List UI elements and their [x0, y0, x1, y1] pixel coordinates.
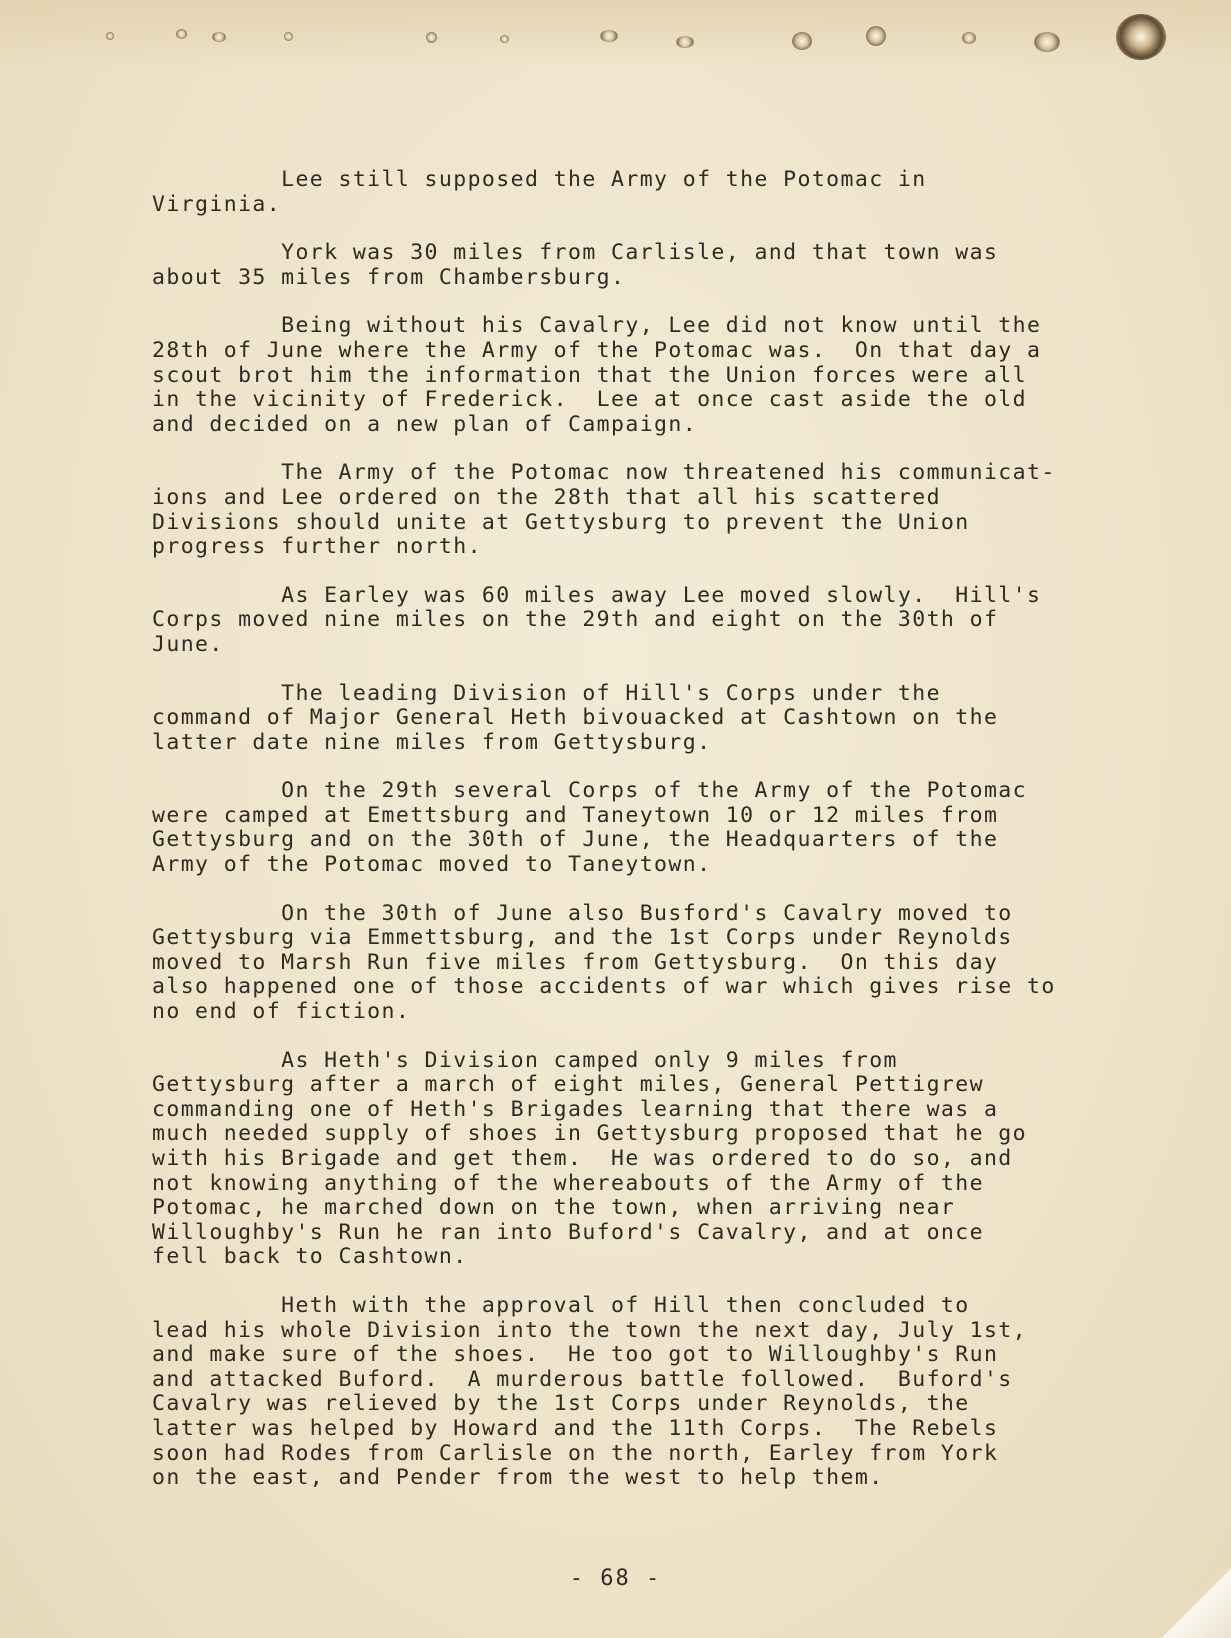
text-line: lead his whole Division into the town the next day, July 1st, [152, 1317, 1027, 1343]
text-line: commanding one of Heth's Brigades learning that there was a [152, 1096, 999, 1122]
page-corner-curl [1161, 1568, 1231, 1638]
text-line: with his Brigade and get them. He was ordered to do so, and [152, 1146, 1013, 1171]
punch-hole [176, 29, 187, 39]
paragraph [152, 461, 1112, 559]
text-line: and attacked Buford. A murderous battle followed. Buford's [152, 1366, 1013, 1392]
paragraph [152, 168, 1112, 217]
text-line: much needed supply of shoes in Gettysburg proposed that he go [152, 1121, 1027, 1147]
text-line: moved to Marsh Run five miles from Gettysburg. On this day [152, 949, 999, 975]
text-line: Army of the Potomac moved to Taneytown. [152, 852, 712, 878]
punch-hole [500, 35, 509, 43]
text-line: Potomac, he marched down on the town, when arriving near [152, 1195, 956, 1221]
text-line: command of Major General Heth bivouacked at Cashtown on the [152, 705, 999, 731]
paragraph [152, 314, 1112, 437]
text-line: fell back to Cashtown. [152, 1244, 468, 1270]
punch-hole [792, 32, 812, 50]
punch-hole [1034, 32, 1060, 52]
text-line: Cavalry was relieved by the 1st Corps under Reynolds, the [152, 1391, 970, 1417]
text-line: Gettysburg and on the 30th of June, the Headquarters of the [152, 827, 999, 853]
text-line: scout brot him the information that the Union forces were all [152, 362, 1027, 388]
text-line: ions and Lee ordered on the 28th that all his scattered [152, 484, 941, 510]
punch-hole [866, 26, 886, 46]
text-line: On the 29th several Corps of the Army of the Potomac [152, 778, 1027, 804]
text-line: Gettysburg via Emmettsburg, and the 1st Corps under Reynolds [152, 925, 1013, 951]
text-line: As Heth's Division camped only 9 miles from [152, 1047, 898, 1073]
punch-hole [1116, 14, 1166, 60]
text-line: Gettysburg after a march of eight miles, General Pettigrew [152, 1072, 984, 1098]
text-line: The leading Division of Hill's Corps under the [152, 680, 941, 706]
text-line: on the east, and Pender from the west to help them. [152, 1465, 884, 1491]
paragraph [152, 584, 1112, 658]
text-line: York was 30 miles from Carlisle, and that town was [152, 240, 999, 266]
text-line: June. [152, 631, 224, 657]
text-line: progress further north. [152, 534, 482, 560]
paragraph [152, 902, 1112, 1025]
text-line: latter date nine miles from Gettysburg. [152, 729, 712, 755]
punch-hole [106, 32, 114, 40]
text-line: were camped at Emettsburg and Taneytown 10 or 12 miles from [152, 802, 999, 828]
text-line: Corps moved nine miles on the 29th and eight on the 30th of [152, 607, 999, 633]
paragraph [152, 1049, 1112, 1270]
page-number: - 68 - [569, 1566, 662, 1591]
text-line: The Army of the Potomac now threatened his communicat- [152, 460, 1056, 486]
text-line: Lee still supposed the Army of the Potomac in [152, 167, 927, 192]
text-line: As Earley was 60 miles away Lee moved slowly. Hill's [152, 582, 1042, 608]
text-line: also happened one of those accidents of war which gives rise to [152, 974, 1056, 1000]
text-line: no end of fiction. [152, 999, 411, 1025]
punch-hole [600, 30, 618, 42]
text-line: and decided on a new plan of Campaign. [152, 411, 698, 437]
text-line: 28th of June where the Army of the Potomac was. On that day a [152, 337, 1042, 363]
text-line: Heth with the approval of Hill then concluded to [152, 1292, 970, 1318]
paragraph [152, 682, 1112, 756]
text-line: soon had Rodes from Carlisle on the north, Earley from York [152, 1440, 999, 1466]
paragraph [152, 779, 1112, 877]
punch-hole [962, 32, 976, 44]
text-line: in the vicinity of Frederick. Lee at once cast aside the old [152, 387, 1027, 413]
paragraph [152, 1294, 1112, 1491]
punch-hole [676, 36, 694, 48]
typed-text-body [152, 168, 1112, 1515]
text-line: Divisions should unite at Gettysburg to prevent the Union [152, 509, 970, 535]
text-line: not knowing anything of the whereabouts of the Army of the [152, 1170, 984, 1196]
text-line: On the 30th of June also Busford's Cavalry moved to [152, 900, 1013, 926]
text-line: Being without his Cavalry, Lee did not know until the [152, 313, 1042, 339]
text-line: about 35 miles from Chambersburg. [152, 264, 626, 290]
punch-hole [426, 32, 437, 43]
punch-hole [284, 32, 293, 41]
paragraph [152, 241, 1112, 290]
punch-hole [212, 32, 226, 42]
text-line: latter was helped by Howard and the 11th Corps. The Rebels [152, 1415, 999, 1441]
text-line: Virginia. [152, 191, 282, 217]
text-line: Willoughby's Run he ran into Buford's Cavalry, and at once [152, 1219, 984, 1245]
text-line: and make sure of the shoes. He too got to Willoughby's Run [152, 1342, 999, 1368]
